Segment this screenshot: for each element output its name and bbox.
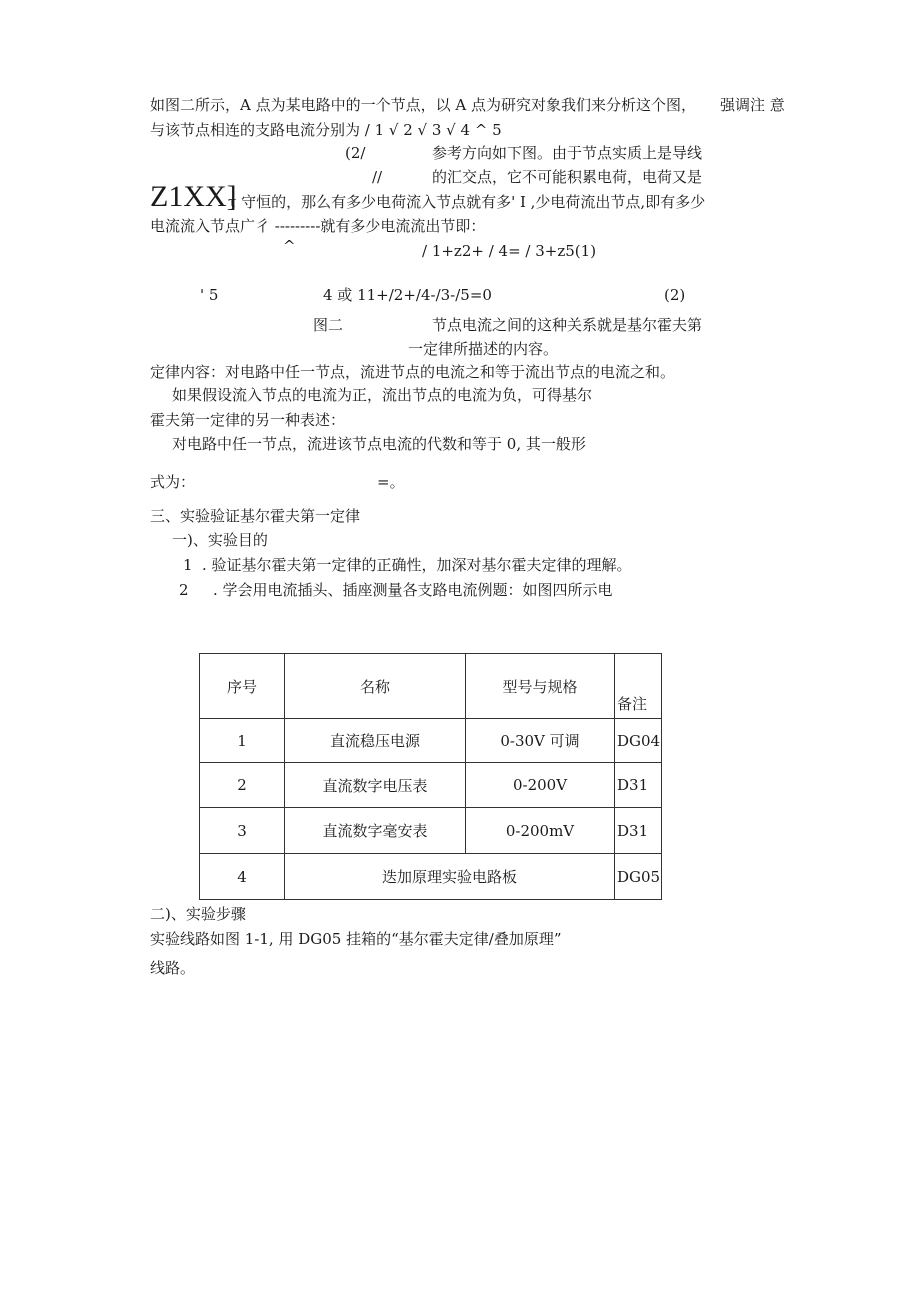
equation-number: (2) (664, 286, 686, 304)
table-header: 备注 (615, 654, 662, 719)
paragraph-line: 一定律所描述的内容。 (408, 340, 559, 358)
paragraph-line: 定律内容：对电路中任一节点，流进节点的电流之和等于流出节点的电流之和。 (150, 363, 676, 381)
table-cell-no: 2 (200, 763, 285, 808)
figure-label: // (372, 168, 383, 186)
paragraph-line: τ 守恒的，那么有多少电荷流入节点就有多' I ,少电荷流出节点,即有多少 (228, 193, 706, 211)
table-header: 名称 (285, 654, 466, 719)
table-header: 型号与规格 (466, 654, 615, 719)
subsection-heading: 一)、实验目的 (172, 531, 268, 549)
formula-blank: =。 (377, 473, 405, 491)
table-cell-name: 直流稳压电源 (285, 719, 466, 763)
figure-label: (2/ (345, 144, 366, 162)
table-cell-note: DG05 (615, 854, 662, 900)
paragraph-line: 线路。 (150, 959, 196, 977)
table-cell-no: 3 (200, 808, 285, 854)
table-row (200, 808, 662, 854)
section-heading: 三、实验验证基尔霍夫第一定律 (150, 507, 361, 525)
paragraph-line: 电流流入节点广彳 ---------就有多少电流流出节即： (150, 217, 486, 235)
equation-2: 4 或 11+/2+/4-/3-/5=0 (323, 286, 492, 304)
paragraph-line: 节点电流之间的这种关系就是基尔霍夫第 (432, 316, 703, 334)
table-row (200, 763, 662, 808)
paragraph-line: 参考方向如下图。由于节点实质上是导线 (432, 144, 703, 162)
paragraph-line: 实验线路如图 1-1, 用 DG05 挂箱的“基尔霍夫定律/叠加原理” (150, 930, 562, 948)
table-cell-no: 4 (200, 854, 285, 900)
paragraph-line: 与该节点相连的支路电流分别为 / 1 √ 2 √ 3 √ 4 ^ 5 (150, 121, 502, 139)
paragraph-line: 如果假设流入节点的电流为正，流出节点的电流为负，可得基尔 (172, 386, 593, 404)
paragraph-line: 如图二所示，A 点为某电路中的一个节点，以 A 点为研究对象我们来分析这个图， (150, 96, 696, 114)
table-cell-spec: 0-30V 可调 (466, 719, 615, 763)
list-number: 2 (179, 581, 189, 599)
paragraph-line: 霍夫第一定律的另一种表述： (150, 411, 346, 429)
paragraph-line: 对电路中任一节点，流进该节点电流的代数和等于 0, 其一般形 (172, 435, 586, 453)
table-header: 序号 (200, 654, 285, 719)
table-cell-note: DG04 (615, 719, 662, 763)
table-cell-spec: 0-200mV (466, 808, 615, 854)
table-cell-name: 直流数字电压表 (285, 763, 466, 808)
table-row (200, 854, 662, 900)
list-item: . 学会用电流插头、插座测量各支路电流例题：如图四所示电 (213, 581, 613, 599)
table-cell-name: 迭加原理实验电路板 (285, 854, 615, 900)
list-number: 1 (183, 556, 193, 574)
subsection-heading: 二)、实验步骤 (150, 905, 246, 923)
figure-label: ' 5 (200, 286, 219, 304)
equipment-table (199, 653, 662, 900)
ocr-fragment: Z1XX] (150, 180, 237, 213)
paragraph-line: 式为： (150, 473, 196, 491)
caret-mark: ^ (283, 237, 296, 255)
table-header-row (200, 654, 662, 719)
equation-1: / 1+z2+ / 4= / 3+z5(1) (422, 242, 597, 260)
paragraph-line: 的汇交点，它不可能积累电荷，电荷又是 (432, 168, 703, 186)
table-cell-no: 1 (200, 719, 285, 763)
list-item: . 验证基尔霍夫第一定律的正确性，加深对基尔霍夫定律的理解。 (202, 556, 632, 574)
table-row (200, 719, 662, 763)
table-cell-note: D31 (615, 808, 662, 854)
margin-note: 强调注 意 (720, 96, 785, 114)
table-cell-name: 直流数字毫安表 (285, 808, 466, 854)
table-cell-spec: 0-200V (466, 763, 615, 808)
table-cell-note: D31 (615, 763, 662, 808)
figure-caption: 图二 (313, 316, 344, 334)
